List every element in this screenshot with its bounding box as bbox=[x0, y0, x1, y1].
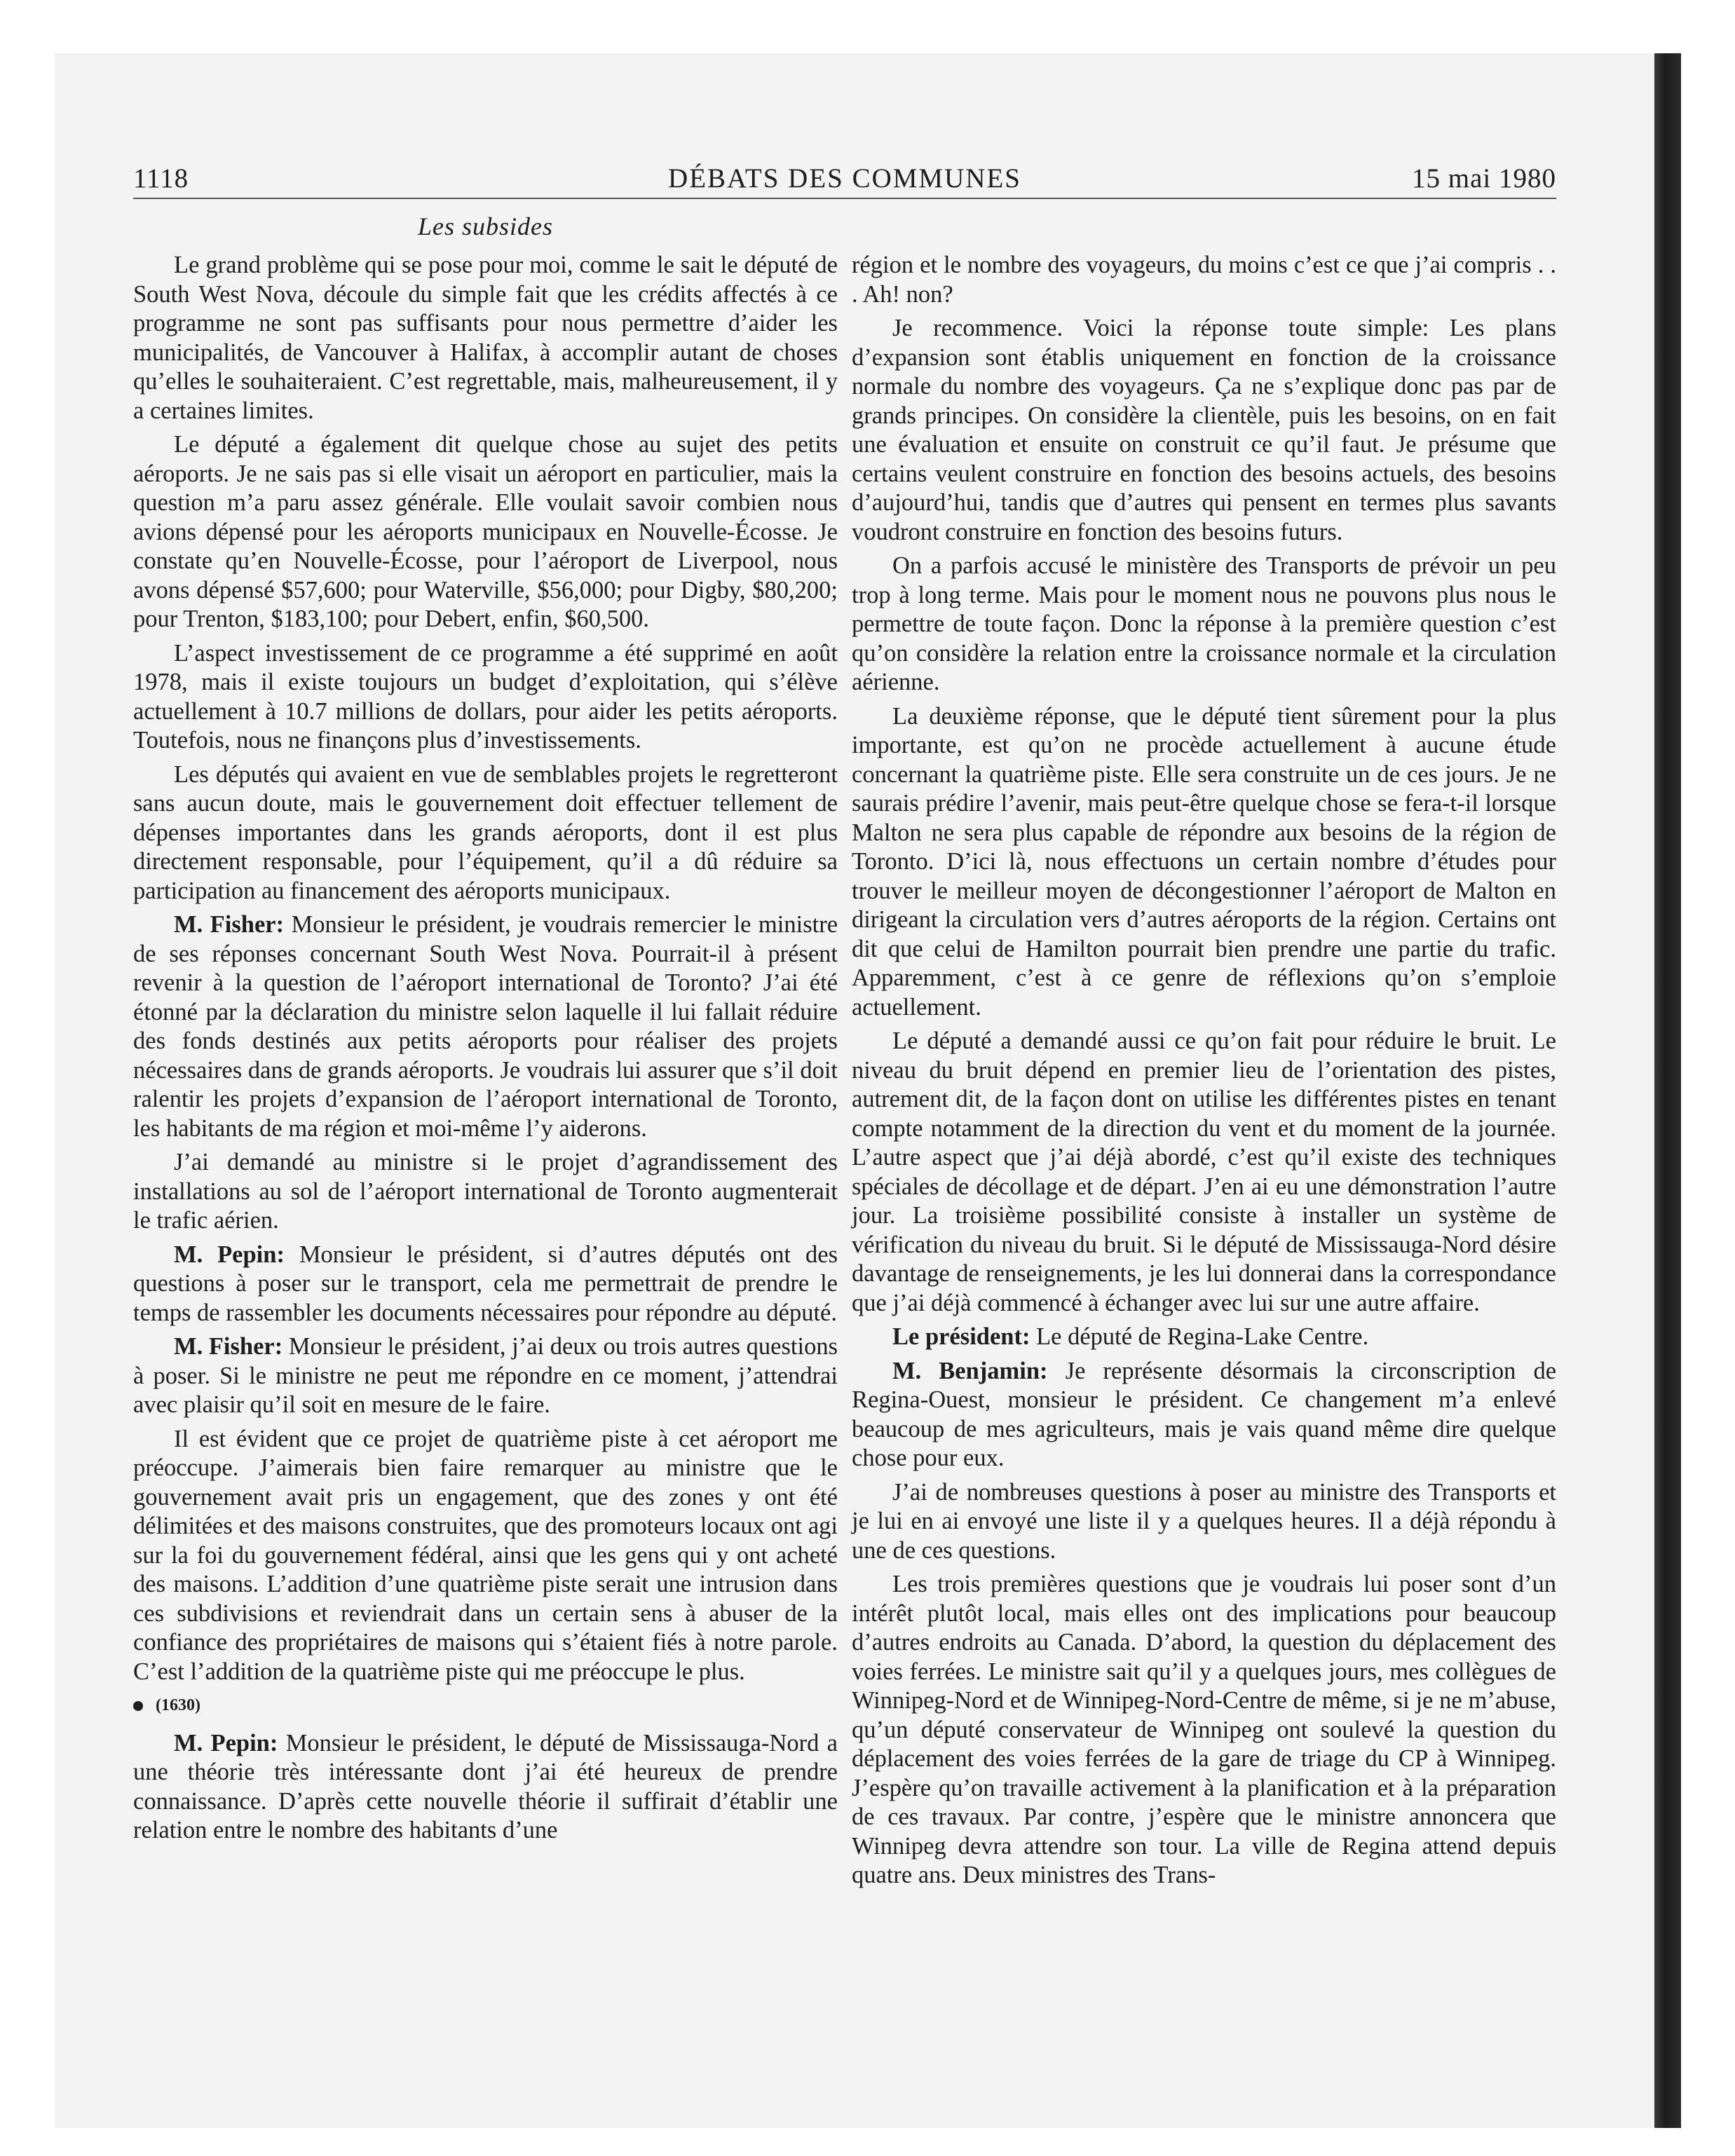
paragraph-text: J’ai demandé au ministre si le projet d’agrandissement des installations au sol de l’aéroport international de Toronto augmenterait le trafic aérien. bbox=[133, 1149, 838, 1234]
paragraph bbox=[133, 251, 838, 425]
paragraph-text: région et le nombre des voyageurs, du moins c’est ce que j’ai compris . . . Ah! non? bbox=[852, 252, 1556, 308]
paragraph bbox=[133, 910, 838, 1143]
paragraph bbox=[133, 1729, 838, 1845]
section-subtitle: Les subsides bbox=[417, 212, 554, 240]
paragraph-text: Je représente désormais la circonscription de Regina-Ouest, monsieur le président. Ce changement m’a enlevé beaucoup de mes agriculteurs, mais je vais quand même dire quelque chose pour eux. bbox=[852, 1357, 1557, 1471]
paragraph-text: Les trois premières questions que je voudrais lui poser sont d’un intérêt plutôt local, mais elles ont des implications pour beaucoup d’autres endroits au Canada. D’abord, la question du déplacement des voies ferrées. Le ministre sait qu’il y a quelques jours, mes collègues de Winnipeg-Nord et de Winnipeg-Nord-Centre de même, si je ne m’abuse, qu’un député conservateur de Winnipeg ont soulevé la question du déplacement des voies ferrées de la gare de triage du CP à Winnipeg. J’espère qu’on travaille activement à la planification et à la préparation de ces travaux. Par contre, j’espère que le ministre annoncera que Winnipeg devra attendre son tour. La ville de Regina attend depuis quatre ans. Deux ministres des Trans- bbox=[852, 1571, 1556, 1888]
paragraph bbox=[852, 314, 1556, 547]
paragraph bbox=[133, 430, 838, 634]
header-rule bbox=[133, 198, 1556, 199]
paragraph-text: Il est évident que ce projet de quatrième piste à cet aéroport me préoccupe. J’aimerais bien faire remarquer au ministre que le gouvernement avait pris un engagement, que des zones y ont été délimitées et des maisons construites, que des promoteurs locaux ont agi sur la foi du gouvernement fédéral, ainsi que les gens qui y ont acheté des maisons. L’addition d’une quatrième piste serait une intrusion dans ces subdivisions et reviendrait dans un certain sens à abuser de la confiance des propriétaires de maisons qui s’étaient fiés à notre parole. C’est l’addition de la quatrième piste qui me préoccupe le plus. bbox=[133, 1425, 838, 1685]
paragraph-text: Monsieur le président, je voudrais remercier le ministre de ses réponses concernant South West Nova. Pourrait-il à présent revenir à la question de l’aéroport international de Toronto? J’ai été étonné par la déclaration du ministre selon laquelle il lui fallait réduire des fonds destinés aux petits aéroports pour réaliser des projets nécessaires dans de grands aéroports. Je voudrais lui assurer que s’il doit ralentir les projets d’expansion de l’aéroport international de Toronto, les habitants de ma région et moi-même l’y aiderons. bbox=[133, 911, 838, 1142]
paragraph bbox=[133, 639, 838, 756]
paragraph bbox=[852, 552, 1556, 697]
paragraph bbox=[852, 1027, 1556, 1318]
scan-edge-shadow bbox=[1654, 53, 1681, 2128]
paragraph-text: Le député a également dit quelque chose au sujet des petits aéroports. Je ne sais pas si elle visait un aéroport en particulier, mais la question m’a paru assez générale. Elle voulait savoir combien nous avions dépensé pour les aéroports municipaux en Nouvelle-Écosse. Je constate qu’en Nouvelle-Écosse, pour l’aéroport de Liverpool, nous avons dépensé $57,600; pour Waterville, $56,000; pour Digby, $80,200; pour Trenton, $183,100; pour Debert, enfin, $60,500. bbox=[133, 431, 838, 632]
paragraph bbox=[852, 1357, 1556, 1473]
paragraph bbox=[133, 1425, 838, 1687]
speaker-name: M. Pepin: bbox=[174, 1241, 285, 1268]
paragraph-text: L’aspect investissement de ce programme a été supprimé en août 1978, mais il existe toujours un budget d’exploitation, qui s’élève actuellement à 10.7 millions de dollars, pour aider les petits aéroports. Toutefois, nous ne finançons plus d’investissements. bbox=[133, 639, 838, 753]
paragraph-text: Monsieur le président, le député de Mississauga-Nord a une théorie très intéressante dont j’ai été heureux de prendre connaissance. D’après cette nouvelle théorie il suffirait d’établir une relation entre le nombre des habitants d’une bbox=[133, 1729, 838, 1843]
speaker-name: Le président: bbox=[892, 1323, 1030, 1350]
paragraph-text: La deuxième réponse, que le député tient sûrement pour la plus importante, est qu’on ne procède actuellement à aucune étude concernant la quatrième piste. Elle sera construite un de ces jours. Je ne saurais prédire l’avenir, mais peut-être quelque chose se fera-t-il lorsque Malton ne sera plus capable de répondre aux besoins de la région de Toronto. D’ici là, nous effectuons un certain nombre d’études pour trouver le meilleur moyen de décongestionner l’aéroport de Malton en dirigeant la circulation vers d’autres aéroports de la région. Certains ont dit que celui de Hamilton pourrait bien prendre une partie du trafic. Apparemment, c’est à ce genre de réflexions qu’on s’emploie actuellement. bbox=[852, 702, 1556, 1021]
publication-date: 15 mai 1980 bbox=[1412, 163, 1556, 193]
paragraph bbox=[133, 1148, 838, 1236]
paragraph-text: Le député de Regina-Lake Centre. bbox=[1036, 1323, 1369, 1350]
paragraph-text: On a parfois accusé le ministère des Transports de prévoir un peu trop à long terme. Mais pour le moment nous ne pouvons plus nous le permettre de toute façon. Donc la réponse à la première question c’est qu’on considère la relation entre la croissance normale et la circulation aérienne. bbox=[852, 552, 1556, 695]
paragraph bbox=[852, 1570, 1556, 1890]
paragraph bbox=[852, 1478, 1556, 1566]
paragraph-text: Monsieur le président, j’ai deux ou trois autres questions à poser. Si le ministre ne peut me répondre en ce moment, j’attendrai avec plaisir qu’il soit en mesure de le faire. bbox=[133, 1333, 838, 1418]
page-number: 1118 bbox=[133, 163, 189, 193]
time-marker-text: (1630) bbox=[156, 1696, 200, 1714]
left-column bbox=[133, 251, 838, 1850]
publication-title: DÉBATS DES COMMUNES bbox=[668, 163, 1021, 193]
paragraph bbox=[852, 1323, 1556, 1352]
paragraph bbox=[133, 1332, 838, 1420]
right-column bbox=[852, 251, 1556, 1895]
bullet-dot-icon bbox=[133, 1701, 143, 1711]
paragraph-text: Les députés qui avaient en vue de semblables projets le regretteront sans aucun doute, mais le gouvernement doit effectuer tellement de dépenses importantes dans les grands aéroports, dont il est plus directement responsable, pour l’équipement, qu’il a dû réduire sa participation au financement des aéroports municipaux. bbox=[133, 760, 838, 904]
paragraph bbox=[852, 251, 1556, 309]
speaker-name: M. Fisher: bbox=[174, 911, 285, 938]
paragraph-text: Le député a demandé aussi ce qu’on fait pour réduire le bruit. Le niveau du bruit dépend en premier lieu de l’orientation des pistes, autrement dit, de la façon dont on utilise les différentes pistes en tenant compte notamment de la direction du vent et du moment de la journée. L’autre aspect que j’ai déjà abordé, c’est qu’il existe des techniques spéciales de décollage et de départ. J’en ai eu une démonstration l’autre jour. La troisième possibilité consiste à installer un système de vérification du niveau du bruit. Si le député de Mississauga-Nord désire davantage de renseignements, je les lui donnerai dans la correspondance que j’ai déjà commencé à échanger avec lui sur une autre affaire. bbox=[852, 1028, 1556, 1316]
paragraph bbox=[852, 702, 1556, 1023]
paragraph-text: Monsieur le président, si d’autres députés ont des questions à poser sur le transport, cela me permettrait de prendre le temps de rassembler les documents nécessaires pour répondre au député. bbox=[133, 1241, 838, 1326]
time-marker bbox=[133, 1691, 838, 1721]
paragraph-text: Le grand problème qui se pose pour moi, comme le sait le député de South West Nova, découle du simple fait que les crédits affectés à ce programme ne sont pas suffisants pour nous permettre d’aider les municipalités, de Vancouver à Halifax, à accomplir autant de choses qu’elles le souhaiteraient. C’est regrettable, mais, malheureusement, il y a certaines limites. bbox=[133, 252, 838, 424]
page-header bbox=[133, 158, 1556, 200]
speaker-name: M. Benjamin: bbox=[892, 1357, 1048, 1384]
speaker-name: M. Pepin: bbox=[174, 1729, 278, 1756]
speaker-name: M. Fisher: bbox=[174, 1333, 283, 1360]
paragraph-text: J’ai de nombreuses questions à poser au ministre des Transports et je lui en ai envoyé une liste il y a quelques heures. Il a déjà répondu à une de ces questions. bbox=[852, 1478, 1556, 1564]
paragraph bbox=[133, 760, 838, 906]
paragraph bbox=[133, 1241, 838, 1328]
paragraph-text: Je recommence. Voici la réponse toute simple: Les plans d’expansion sont établis uniquement en fonction de la croissance normale du nombre des voyageurs. Ça ne s’explique donc pas par de grands principes. On considère la clientèle, puis les besoins, on en fait une évaluation et ensuite on construit ce qu’il faut. Je présume que certains veulent construire en fonction des besoins actuels, des besoins d’aujourd’hui, tandis que d’autres qui pensent en termes plus savants voudront construire en fonction des besoins futurs. bbox=[852, 315, 1556, 545]
